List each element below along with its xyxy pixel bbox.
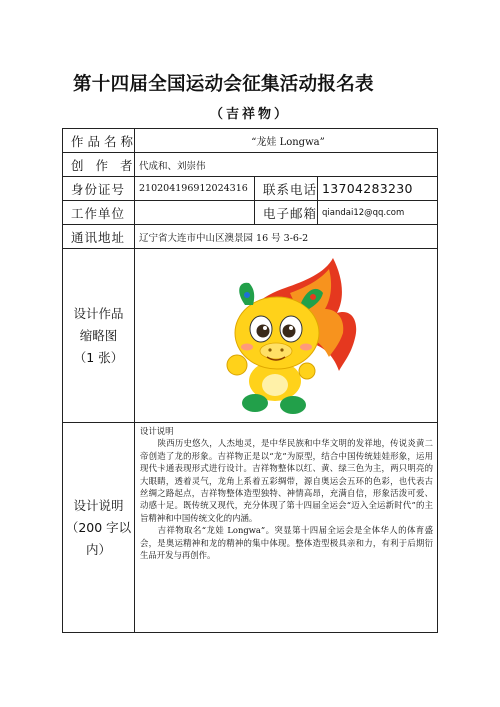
row-address [63, 225, 438, 249]
row-id-phone [63, 177, 438, 201]
mascot-left-nostril [268, 348, 271, 351]
employer-label: 工作单位 [63, 201, 135, 225]
description-paragraph-1: 陕西历史悠久，人杰地灵，是中华民族和中华文明的发祥地，传说炎黄二帝创造了龙的形象。吉祥物正是以“龙”为原型，结合中国传统娃娃形象，运用现代卡通表现形式进行设计。吉祥物整体以红、黄、绿三色为主，两只明亮的大眼睛，透着灵气，龙角上系着五彩绸带，源自奥运会五环的色彩，也代表古丝绸之路起点，吉祥物整体造型独特、神情高昂，充满自信，形象活泼可爱、动感十足。既传统又现代，充分体现了第十四届全运会“迈入全运新时代”的主旨精神和中国传统文化的内涵。 [140, 438, 434, 523]
mascot-fist [227, 355, 247, 375]
thumbnail-label-line3: （1 张） [73, 349, 124, 365]
dragon-mascot-image [215, 253, 365, 418]
mascot-left-pupil [257, 325, 270, 338]
description-text-cell [135, 423, 438, 633]
description-label-line2: （200 字以 [65, 519, 132, 535]
form-title: 第十四届全国运动会征集活动报名表 [73, 74, 374, 95]
phone-value: 13704283230 [318, 177, 438, 201]
employer-value [135, 201, 255, 225]
creator-label: 创 作 者 [63, 153, 135, 177]
row-employer-email [63, 201, 438, 225]
id-number-value: 210204196912024316 [135, 177, 255, 201]
mascot-right-nostril [280, 348, 283, 351]
mascot-ribbon-blue [244, 292, 250, 298]
description-label-line3: 内） [85, 541, 111, 557]
mascot-left-leg [242, 394, 268, 412]
description-label [63, 423, 135, 633]
mascot-right-pupil [283, 325, 296, 338]
description-label-line1: 设计说明 [73, 497, 124, 513]
registration-form-table [62, 128, 438, 633]
row-description [63, 423, 438, 633]
work-name-value: “龙娃 Longwa” [135, 129, 438, 153]
mascot-left-cheek [241, 344, 253, 351]
mascot-left-glint [263, 326, 267, 330]
mascot-belly [262, 374, 288, 396]
thumbnail-cell [135, 249, 438, 423]
email-label: 电子邮箱 [255, 201, 318, 225]
creator-value: 代成和、刘崇伟 [135, 153, 438, 177]
mascot-right-cheek [300, 344, 312, 351]
id-number-label: 身份证号 [63, 177, 135, 201]
mascot-ribbon-red [310, 294, 316, 300]
mascot-right-glint [289, 326, 293, 330]
thumbnail-label [63, 249, 135, 423]
thumbnail-label-line2: 缩略图 [79, 327, 118, 343]
work-name-label: 作品名称 [63, 129, 135, 153]
mascot-right-hand [299, 363, 315, 379]
email-value: qiandai12@qq.com [318, 201, 438, 225]
row-work-name [63, 129, 438, 153]
phone-label: 联系电话 [255, 177, 318, 201]
form-subtitle: （吉祥物） [209, 107, 290, 122]
address-value: 辽宁省大连市中山区澳景园 16 号 3-6-2 [135, 225, 438, 249]
thumbnail-label-line1: 设计作品 [73, 305, 124, 321]
description-paragraph-2: 吉祥物取名“龙娃 Longwa”。突显第十四届全运会是全体华人的体育盛会，是奥运精神和龙的精神的集中体现。整体造型极具亲和力，有利于后期衍生品开发与再创作。 [140, 525, 434, 561]
address-label: 通讯地址 [63, 225, 135, 249]
mascot-snout [260, 343, 292, 359]
description-heading: 设计说明 [140, 426, 174, 436]
mascot-right-leg [280, 396, 306, 414]
row-creator [63, 153, 438, 177]
row-thumbnail [63, 249, 438, 423]
